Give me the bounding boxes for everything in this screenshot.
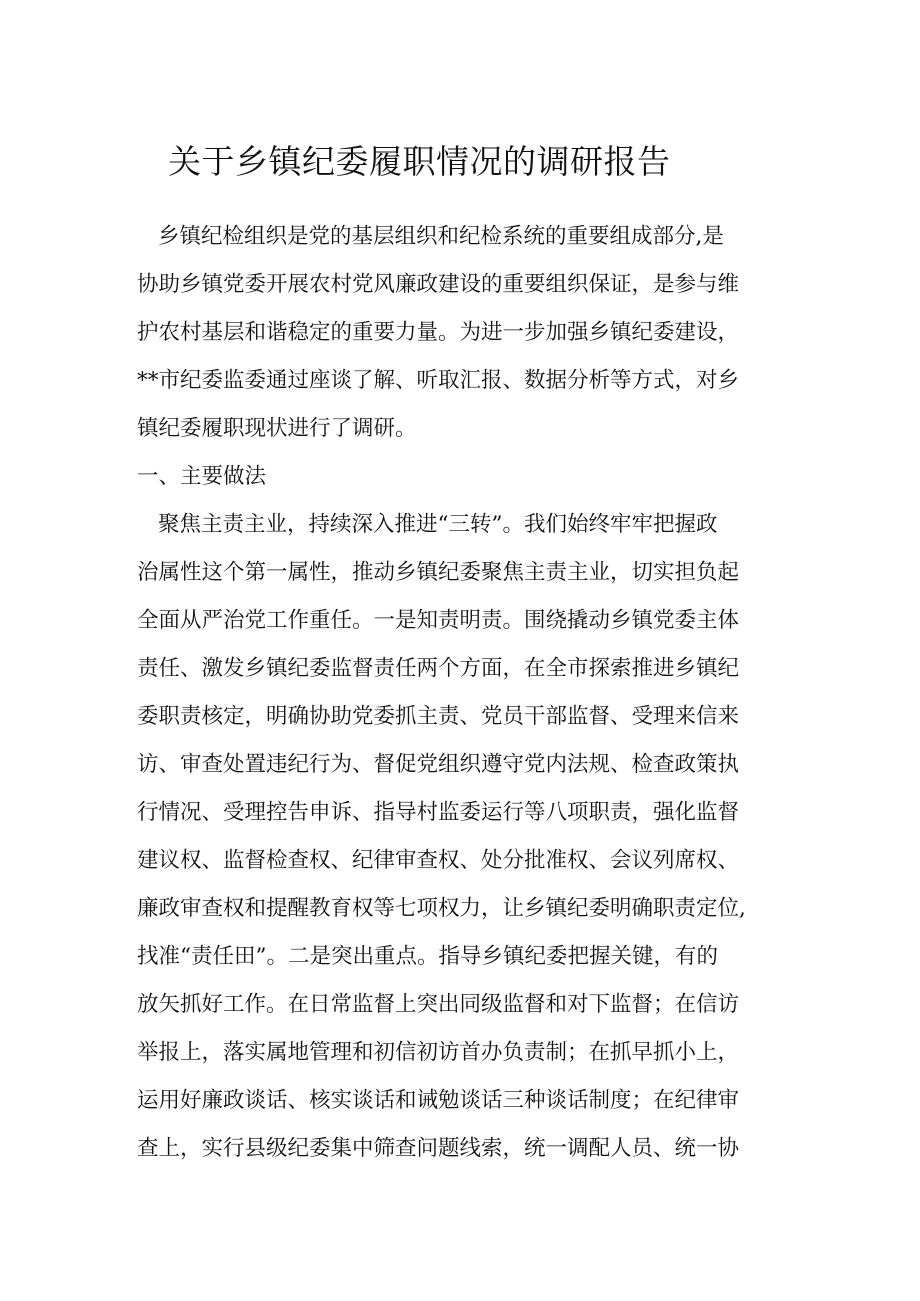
paragraph-line: **市纪委监委通过座谈了解、听取汇报、数据分析等方式，对乡 [137, 368, 740, 393]
paragraph-line: 举报上，落实属地管理和初信初访首办负责制；在抓早抓小上， [137, 1040, 740, 1065]
document-title: 关于乡镇纪委履职情况的调研报告 [168, 142, 671, 181]
paragraph-line: 访、审查处置违纪行为、督促党组织遵守党内法规、检查政策执 [137, 752, 740, 777]
paragraph-line: 查上，实行县级纪委集中筛查问题线索，统一调配人员、统一协 [137, 1136, 740, 1161]
paragraph-line: 找准“责任田”。二是突出重点。指导乡镇纪委把握关键，有的 [137, 944, 718, 969]
paragraph-line: 聚焦主责主业，持续深入推进“三转”。我们始终牢牢把握政 [158, 512, 718, 537]
paragraph-line: 全面从严治党工作重任。一是知责明责。围绕撬动乡镇党委主体 [137, 608, 740, 633]
paragraph-line: 镇纪委履职现状进行了调研。 [137, 416, 417, 441]
paragraph-line: 廉政审查权和提醒教育权等七项权力，让乡镇纪委明确职责定位, [137, 896, 746, 921]
paragraph-line: 协助乡镇党委开展农村党风廉政建设的重要组织保证，是参与维 [137, 272, 740, 297]
section-heading: 一、主要做法 [137, 464, 267, 489]
paragraph-line: 行情况、受理控告申诉、指导村监委运行等八项职责，强化监督 [137, 800, 740, 825]
paragraph-line: 乡镇纪检组织是党的基层组织和纪检系统的重要组成部分,是 [158, 224, 724, 249]
paragraph-line: 责任、激发乡镇纪委监督责任两个方面，在全市探索推进乡镇纪 [137, 656, 740, 681]
paragraph-line: 治属性这个第一属性，推动乡镇纪委聚焦主责主业，切实担负起 [137, 560, 740, 585]
paragraph-line: 运用好廉政谈话、核实谈话和诫勉谈话三种谈话制度；在纪律审 [137, 1088, 740, 1113]
paragraph-line: 委职责核定，明确协助党委抓主责、党员干部监督、受理来信来 [137, 704, 740, 729]
paragraph-line: 放矢抓好工作。在日常监督上突出同级监督和对下监督；在信访 [137, 992, 740, 1017]
paragraph-line: 建议权、监督检查权、纪律审查权、处分批准权、会议列席权、 [137, 848, 740, 873]
paragraph-line: 护农村基层和谐稳定的重要力量。为进一步加强乡镇纪委建设， [137, 320, 740, 345]
